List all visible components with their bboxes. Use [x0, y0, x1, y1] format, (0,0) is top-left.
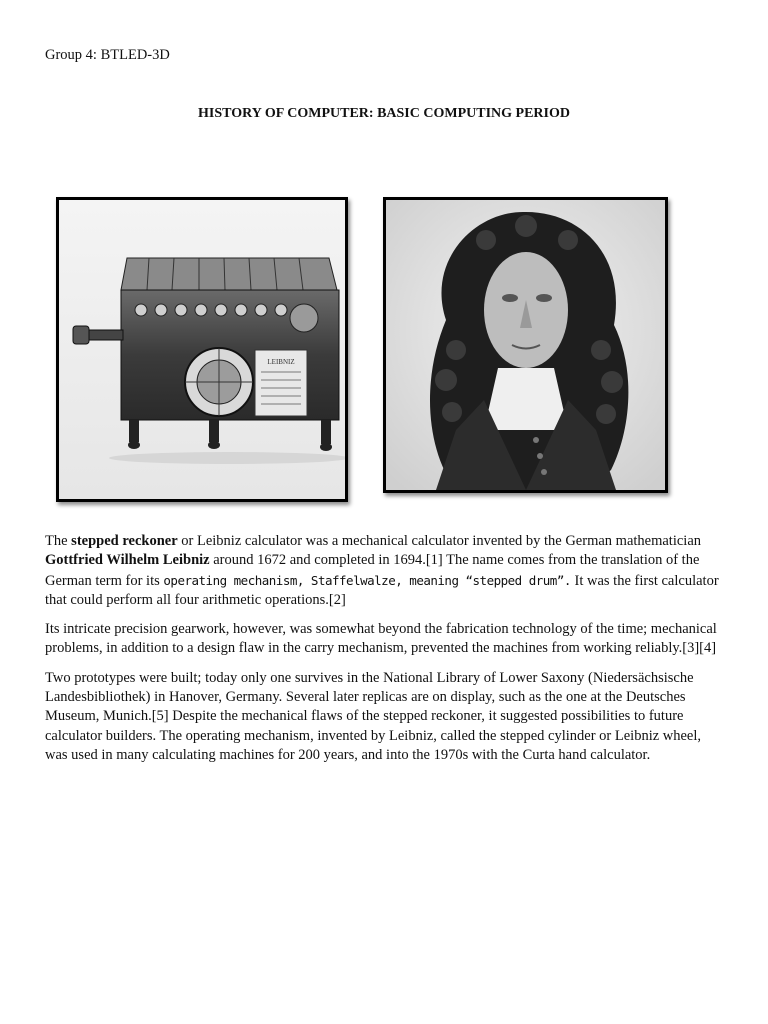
body-text: [45, 532, 725, 775]
paragraph-1: [45, 532, 725, 610]
p1-staffelwalze-text: operating mechanism, Staffelwalze, meaning “stepped drum”.: [163, 572, 571, 588]
p1-text-2: or Leibniz calculator was a mechanical calculator invented by the German mathematician: [177, 533, 702, 549]
machine-label-text: LEIBNIZ: [267, 358, 295, 366]
p1-text-3: around 1672 and completed in 1694.[1] The name comes from the translation of the German term for its: [45, 552, 700, 589]
document-title: HISTORY OF COMPUTER: BASIC COMPUTING PERIOD: [198, 106, 570, 121]
p1-text-4: It was the first calculator that could perform all four arithmetic operations.[2]: [45, 572, 719, 608]
stepped-reckoner-image: [56, 197, 348, 502]
p1-bold-leibniz: Gottfried Wilhelm Leibniz: [45, 552, 210, 569]
paragraph-3: Two prototypes were built; today only one survives in the National Library of Lower Saxony (Niedersächsische Landesbibliothek) in Hanover, Germany. Several later replicas are on display, such as the one at the Deutsches Museum, Munich.[5] Despite the mechanical flaws of the stepped reckoner, it suggested possibilities to future calculator builders. The operating mechanism, invented by Leibniz, called the stepped cylinder or Leibniz wheel, was used in many calculating machines for 200 years, and into the 1970s with the Curta hand calculator.: [45, 669, 702, 763]
leibniz-portrait-image: [383, 197, 668, 493]
paragraph-2: Its intricate precision gearwork, however, was somewhat beyond the fabrication technology of the time; mechanical problems, in addition to a design flaw in the carry mechanism, prevented the machines from working reliably.[3][4]: [45, 621, 717, 657]
p1-text-1: The: [45, 533, 72, 549]
group-label: Group 4: BTLED-3D: [45, 47, 170, 63]
p1-bold-stepped-reckoner: stepped reckoner: [71, 533, 178, 549]
